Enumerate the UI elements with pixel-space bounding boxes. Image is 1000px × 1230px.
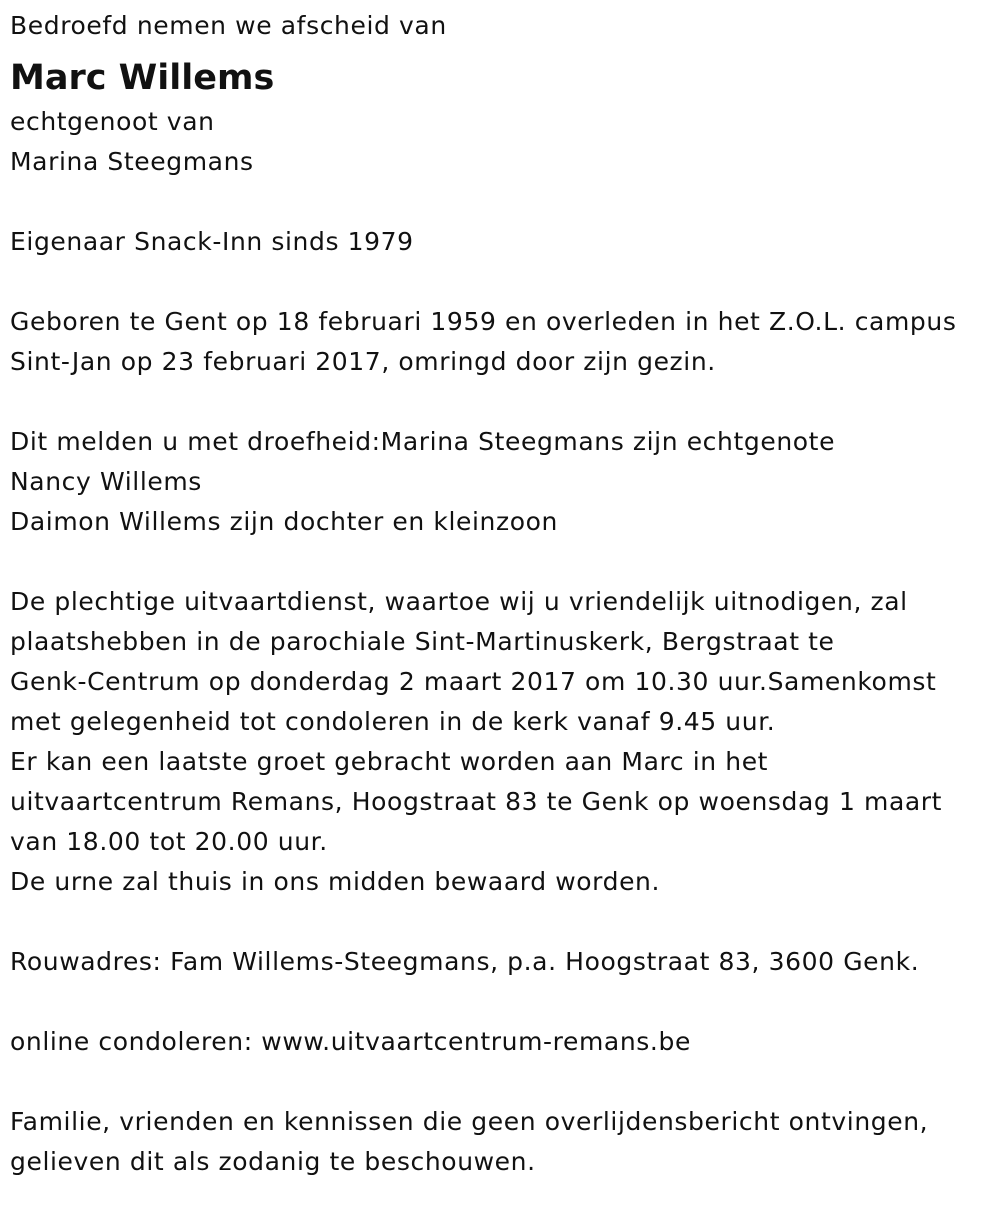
funeral-line: van 18.00 tot 20.00 uur. [10,827,328,856]
spouse-line: Marina Steegmans [10,147,254,176]
funeral-line: Genk-Centrum op donderdag 2 maart 2017 om 10.30 uur.Samenkomst [10,667,937,696]
funeral-line: met gelegenheid tot condoleren in de kerk vanaf 9.45 uur. [10,707,776,736]
closing-line: Familie, vrienden en kennissen die geen overlijdensbericht ontvingen, [10,1107,929,1136]
family-line: Dit melden u met droefheid:Marina Steegmans zijn echtgenote [10,427,836,456]
mourning-address: Rouwadres: Fam Willems-Steegmans, p.a. Hoogstraat 83, 3600 Genk. [10,947,920,976]
family-line: Nancy Willems [10,467,202,496]
obituary-document [10,6,956,1182]
intro-text: Bedroefd nemen we afscheid van [10,11,447,40]
occupation-text: Eigenaar Snack-Inn sinds 1979 [10,227,414,256]
funeral-line: De urne zal thuis in ons midden bewaard worden. [10,867,661,896]
closing-line: gelieven dit als zodanig te beschouwen. [10,1147,536,1176]
online-condolences: online condoleren: www.uitvaartcentrum-remans.be [10,1027,691,1056]
funeral-line: De plechtige uitvaartdienst, waartoe wij u vriendelijk uitnodigen, zal [10,587,908,616]
funeral-line: uitvaartcentrum Remans, Hoogstraat 83 te Genk op woensdag 1 maart [10,787,943,816]
family-line: Daimon Willems zijn dochter en kleinzoon [10,507,558,536]
birth-death-line: Sint-Jan op 23 februari 2017, omringd door zijn gezin. [10,347,716,376]
funeral-line: plaatshebben in de parochiale Sint-Martinuskerk, Bergstraat te [10,627,835,656]
funeral-line: Er kan een laatste groet gebracht worden aan Marc in het [10,747,769,776]
spouse-line: echtgenoot van [10,107,215,136]
birth-death-line: Geboren te Gent op 18 februari 1959 en overleden in het Z.O.L. campus [10,307,957,336]
deceased-name: Marc Willems [10,58,275,98]
